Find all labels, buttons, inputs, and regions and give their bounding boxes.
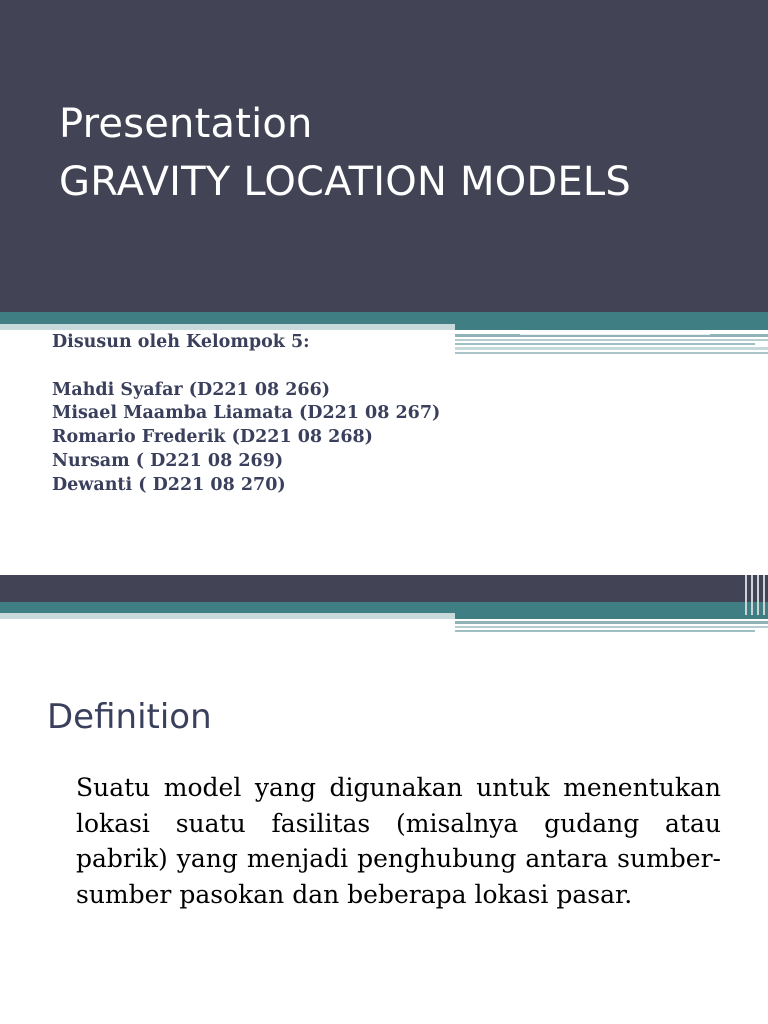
author-list bbox=[52, 331, 440, 498]
slide-heading: Definition bbox=[47, 697, 212, 737]
author-item: Dewanti ( D221 08 270) bbox=[52, 474, 286, 495]
decorative-stripe bbox=[455, 613, 768, 619]
decorative-stripe bbox=[0, 324, 455, 330]
title-band bbox=[0, 0, 768, 312]
decorative-bar bbox=[745, 575, 747, 615]
decorative-bar bbox=[763, 575, 765, 615]
author-item: Mahdi Syafar (D221 08 266) bbox=[52, 379, 331, 400]
author-item: Nursam ( D221 08 269) bbox=[52, 450, 284, 471]
decorative-stripe bbox=[600, 346, 760, 347]
decorative-stripe bbox=[455, 621, 768, 624]
decorative-stripe bbox=[455, 343, 755, 345]
decorative-stripe bbox=[455, 339, 768, 341]
author-item: Romario Frederik (D221 08 268) bbox=[52, 427, 373, 448]
presentation-title: GRAVITY LOCATION MODELS bbox=[59, 159, 631, 205]
header-band bbox=[0, 575, 768, 602]
decorative-stripe bbox=[455, 347, 768, 350]
definition-slide bbox=[0, 575, 768, 1024]
decorative-bar bbox=[751, 575, 753, 615]
decorative-stripe bbox=[0, 613, 455, 619]
decorative-stripe bbox=[520, 334, 710, 335]
author-item: Misael Maamba Liamata (D221 08 267) bbox=[52, 403, 441, 424]
decorative-stripe bbox=[455, 324, 768, 330]
decorative-stripe bbox=[455, 630, 755, 632]
decorative-stripe bbox=[455, 352, 768, 354]
authors-heading: Disusun oleh Kelompok 5: bbox=[52, 332, 310, 352]
presentation-label: Presentation bbox=[59, 101, 313, 147]
decorative-stripe bbox=[0, 312, 768, 324]
decorative-stripe bbox=[455, 626, 768, 628]
spacer bbox=[52, 355, 440, 379]
decorative-stripe bbox=[0, 602, 768, 613]
decorative-bar bbox=[757, 575, 759, 615]
definition-text: Suatu model yang digunakan untuk menentukan lokasi suatu fasilitas (misalnya gudang atau pabrik) yang menjadi penghubung antara sumber-sumber pasokan dan beberapa lokasi pasar. bbox=[76, 773, 721, 909]
